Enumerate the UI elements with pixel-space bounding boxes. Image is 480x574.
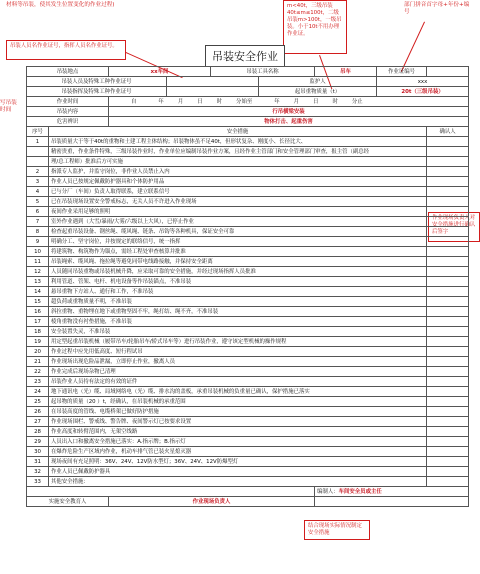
measure-row	[27, 437, 469, 447]
value-weight[interactable]: 20t（三级吊装）	[377, 87, 469, 97]
measure-confirm[interactable]	[427, 417, 469, 427]
measure-confirm[interactable]	[427, 217, 469, 227]
measure-number: 9	[27, 237, 49, 247]
measure-row	[27, 447, 469, 457]
measure-number: 16	[27, 307, 49, 317]
measure-number: 31	[27, 457, 49, 467]
measure-text: 超负荷或重物质量不明，不准吊装	[49, 297, 427, 307]
label-tool: 吊装工具名称	[211, 67, 315, 77]
permit-table	[26, 66, 469, 507]
measure-number: 27	[27, 417, 49, 427]
measure-text: 作业现场出现危险品泄漏，立即停止作业，撤离人员	[49, 357, 427, 367]
header-measure: 安全措施	[49, 127, 427, 137]
note-left-mid: 吊装人员名作业证号，指挥人员名作业证号。	[6, 40, 126, 60]
measure-confirm[interactable]	[427, 347, 469, 357]
measure-text: 精密贵重，作业条件特殊，三级吊装作业时，作业单位应编制吊装作业方案，且经作业主管部门和安全管理部门审查，报主管（副总经	[49, 147, 427, 157]
measure-confirm[interactable]	[427, 457, 469, 467]
value-tool[interactable]: 吊车	[315, 67, 377, 77]
measure-confirm[interactable]	[427, 227, 469, 237]
measure-row	[27, 427, 469, 437]
value-lifting-crew[interactable]	[167, 77, 259, 87]
header-confirm: 确认人	[427, 127, 469, 137]
edu-sign[interactable]	[315, 497, 469, 507]
measure-number	[27, 157, 49, 167]
measure-row	[27, 377, 469, 387]
measure-text: 人员随同吊装重物或吊装机械升降，应采取可靠的安全措施，并经过现场指挥人员批准	[49, 267, 427, 277]
value-content[interactable]: 行吊横梁安装	[109, 107, 469, 117]
measure-confirm[interactable]	[427, 357, 469, 367]
measure-confirm[interactable]	[427, 317, 469, 327]
measure-text: 悬吊重物下方站人、通行和工作，不准吊装	[49, 287, 427, 297]
measure-text: 夜间作业采用足够的照明	[49, 207, 427, 217]
measure-confirm[interactable]	[427, 477, 469, 487]
label-commander: 吊装指挥及特殊工种作业证号	[27, 87, 167, 97]
measure-text: 室外作业遇到（大雪/暴雨/大雾/六级以上大风），已停止作业	[49, 217, 427, 227]
measure-confirm[interactable]	[427, 257, 469, 267]
label-hazard: 危害辨识	[27, 117, 109, 127]
measure-confirm[interactable]	[427, 137, 469, 147]
measure-number: 26	[27, 407, 49, 417]
measure-number: 8	[27, 227, 49, 237]
value-guardian[interactable]: xxx	[377, 77, 469, 87]
measure-row	[27, 307, 469, 317]
measure-row	[27, 457, 469, 467]
measure-row	[27, 247, 469, 257]
label-guardian: 监护人	[259, 77, 377, 87]
measure-row	[27, 147, 469, 157]
measure-row	[27, 477, 469, 487]
measure-confirm[interactable]	[427, 287, 469, 297]
measure-text: 人员出入口和撤离安全措施已落实：A.指示牌；B.指示灯	[49, 437, 427, 447]
measure-row	[27, 257, 469, 267]
measure-number: 23	[27, 377, 49, 387]
value-work-time[interactable]: 自 年 月 日 时 分始至 年 月 日 时 分止	[109, 97, 469, 107]
measure-row	[27, 197, 469, 207]
measure-row	[27, 187, 469, 197]
measure-confirm[interactable]	[427, 397, 469, 407]
note-right-mid: m<40t，三级吊装40t≤m≤100t，二级吊装m>100t，一级吊装。小于10t不用办理作业证。	[283, 0, 347, 54]
measure-confirm[interactable]	[427, 427, 469, 437]
measure-confirm[interactable]	[427, 337, 469, 347]
measure-row	[27, 207, 469, 217]
header-seq: 序号	[27, 127, 49, 137]
measure-confirm[interactable]	[427, 187, 469, 197]
label-edu: 实施安全教育人	[27, 497, 109, 507]
measure-text: 地下通讯电（光）缆、局域网络电（光）缆、排水沟的盖板，承重吊装机械的负重量已确认，保护措施已落实	[49, 387, 427, 397]
measure-text: 将建筑物、构筑物作为锚点，需经工程处审查核算并批准	[49, 247, 427, 257]
measure-confirm[interactable]	[427, 147, 469, 157]
measure-confirm[interactable]	[427, 367, 469, 377]
measure-number: 6	[27, 207, 49, 217]
measure-text: 吊装绳索、缆风绳、拖拉绳等避免同带电线路接触，并保持安全距离	[49, 257, 427, 267]
measure-text: 作业完成后现场杂物已清理	[49, 367, 427, 377]
measure-text: 斜拉重物、重物埋在地下或重物坚固不牢，绳打结、绳不齐，不准吊装	[49, 307, 427, 317]
measure-confirm[interactable]	[427, 267, 469, 277]
value-location[interactable]: xx车间	[109, 67, 211, 77]
measure-row	[27, 407, 469, 417]
label-work-time: 作业时间	[27, 97, 109, 107]
measure-row	[27, 267, 469, 277]
measure-row	[27, 467, 469, 477]
measure-confirm[interactable]	[427, 197, 469, 207]
measure-number: 13	[27, 277, 49, 287]
measure-text: 利用管道、管架、电杆、机电设备等作吊装锚点，不准吊装	[49, 277, 427, 287]
measure-confirm[interactable]	[427, 247, 469, 257]
note-time: 写吊装时间	[0, 100, 17, 113]
measure-text: 明确分工、坚守岗位，并按规定的联络信号，统一指挥	[49, 237, 427, 247]
note-right-top: 部门拼音首字母+年份+编号	[404, 2, 470, 15]
measure-row	[27, 297, 469, 307]
form-title: 吊装安全作业	[205, 45, 285, 67]
measure-number: 33	[27, 477, 49, 487]
note-confirm: 作业现场负责人对安全措施进行确认后签字	[428, 212, 480, 242]
measure-row	[27, 397, 469, 407]
measure-row	[27, 317, 469, 327]
measure-row	[27, 167, 469, 177]
measure-number: 22	[27, 367, 49, 377]
measure-confirm[interactable]	[427, 467, 469, 477]
measure-number: 11	[27, 257, 49, 267]
measure-number: 15	[27, 297, 49, 307]
measure-row	[27, 157, 469, 167]
value-edu[interactable]: 作业现场负责人	[109, 497, 315, 507]
value-commander[interactable]	[167, 87, 259, 97]
measure-number: 18	[27, 327, 49, 337]
measure-text: 棱角重物没有衬垫措施，不准吊装	[49, 317, 427, 327]
label-permit-no: 作业证编号	[377, 67, 427, 77]
measure-confirm[interactable]	[427, 277, 469, 287]
measure-number: 21	[27, 357, 49, 367]
measure-confirm[interactable]	[427, 237, 469, 247]
measure-number: 29	[27, 437, 49, 447]
measure-text: 检查起重吊装设备、钢丝绳、缆风绳、链条、吊钩等各种机具，保证安全可靠	[49, 227, 427, 237]
measure-text: 在爆炸危险生产区域内作业，机动车排气管已装火星熄灭器	[49, 447, 427, 457]
measure-confirm[interactable]	[427, 327, 469, 337]
measure-number: 2	[27, 167, 49, 177]
measure-text: 作业人员已按规定佩戴防护器具和个体防护用品	[49, 177, 427, 187]
measure-number: 30	[27, 447, 49, 457]
label-content: 吊装内容	[27, 107, 109, 117]
value-permit-no[interactable]	[427, 67, 469, 77]
measure-row	[27, 357, 469, 367]
measure-row	[27, 347, 469, 357]
measure-confirm[interactable]	[427, 177, 469, 187]
value-hazard[interactable]: 物体打击、起重伤害	[109, 117, 469, 127]
measure-number: 7	[27, 217, 49, 227]
measure-row	[27, 327, 469, 337]
measure-row	[27, 277, 469, 287]
measure-number: 14	[27, 287, 49, 297]
label-location: 吊装地点	[27, 67, 109, 77]
arrow-right-top	[401, 22, 425, 72]
measure-number: 17	[27, 317, 49, 327]
measure-confirm[interactable]	[427, 297, 469, 307]
measure-text: 已在吊装现场设置安全警戒标志，无关人员不许进入作业现场	[49, 197, 427, 207]
measure-row	[27, 177, 469, 187]
measure-number: 5	[27, 197, 49, 207]
measure-number: 20	[27, 347, 49, 357]
measure-text: 作业过程中应先用低高度、短行程试吊	[49, 347, 427, 357]
measure-text: 吊装作业人员持有法定的有效的证件	[49, 377, 427, 387]
preparer-cell: 编制人：车间安全员或主任	[315, 487, 469, 497]
measure-confirm[interactable]	[427, 307, 469, 317]
note-measures: 结合现场实际情况制定安全措施	[304, 520, 370, 540]
measure-text: 理/总工程师）批准后方可实施	[49, 157, 427, 167]
measure-row	[27, 337, 469, 347]
measure-row	[27, 217, 469, 227]
measure-number: 25	[27, 397, 49, 407]
measure-confirm[interactable]	[427, 437, 469, 447]
measure-confirm[interactable]	[427, 377, 469, 387]
other-measures-row[interactable]	[27, 487, 315, 497]
measure-text: 指派专人监护，并监守岗位，非作业人员禁止入内	[49, 167, 427, 177]
measure-row	[27, 237, 469, 247]
measure-row	[27, 387, 469, 397]
measure-confirm[interactable]	[427, 207, 469, 217]
measure-row	[27, 137, 469, 147]
measure-row	[27, 417, 469, 427]
measure-text: 用定型起重吊装机械（履带吊车/轮胎吊车/轿式吊车等）进行吊装作业，遵守该定型机械的操作规程	[49, 337, 427, 347]
measure-text: 现场夜间有充足照明：36V、24V、12V防水型灯；36V、24V、12V防爆型灯	[49, 457, 427, 467]
measure-text: 作业现场围栏、警戒线、警告牌、夜间警示灯已按要求设置	[49, 417, 427, 427]
measure-confirm[interactable]	[427, 157, 469, 167]
measure-confirm[interactable]	[427, 407, 469, 417]
measure-text: 起吊物的质量（20 ）t，经确认，在吊装机械的承重范围	[49, 397, 427, 407]
measure-text: 安全装置失灵，不准吊装	[49, 327, 427, 337]
measure-confirm[interactable]	[427, 447, 469, 457]
measure-text: 在吊装高度的管线、电缆桥架已做好防护措施	[49, 407, 427, 417]
measure-number: 3	[27, 177, 49, 187]
measure-text: 其他安全措施：	[49, 477, 427, 487]
measure-number: 12	[27, 267, 49, 277]
measure-text: 作业高度和转臂范围内，无架空线路	[49, 427, 427, 437]
measure-number: 28	[27, 427, 49, 437]
measure-number: 19	[27, 337, 49, 347]
measure-number: 32	[27, 467, 49, 477]
measure-text: 已与分厂（车间）负责人取得联系，建立联系信号	[49, 187, 427, 197]
measure-row	[27, 367, 469, 377]
measure-text: 吊装质量大于等于40t的重物和土建工程主体结构；吊装物体虽不足40t，但形状复杂、刚度小、长径比大、	[49, 137, 427, 147]
label-lifting-crew: 吊装人员及特殊工种作业证号	[27, 77, 167, 87]
measure-number: 4	[27, 187, 49, 197]
measure-number: 10	[27, 247, 49, 257]
measure-number: 24	[27, 387, 49, 397]
measure-text: 作业人员已佩戴防护器具	[49, 467, 427, 477]
label-weight: 起吊重物质量（t）	[259, 87, 377, 97]
measure-number: 1	[27, 137, 49, 147]
measure-number	[27, 147, 49, 157]
measure-row	[27, 227, 469, 237]
measure-row	[27, 287, 469, 297]
measure-confirm[interactable]	[427, 167, 469, 177]
note-left-top: 材料等吊装，使其发生位置变化的作业过程)	[6, 2, 115, 8]
measure-confirm[interactable]	[427, 387, 469, 397]
